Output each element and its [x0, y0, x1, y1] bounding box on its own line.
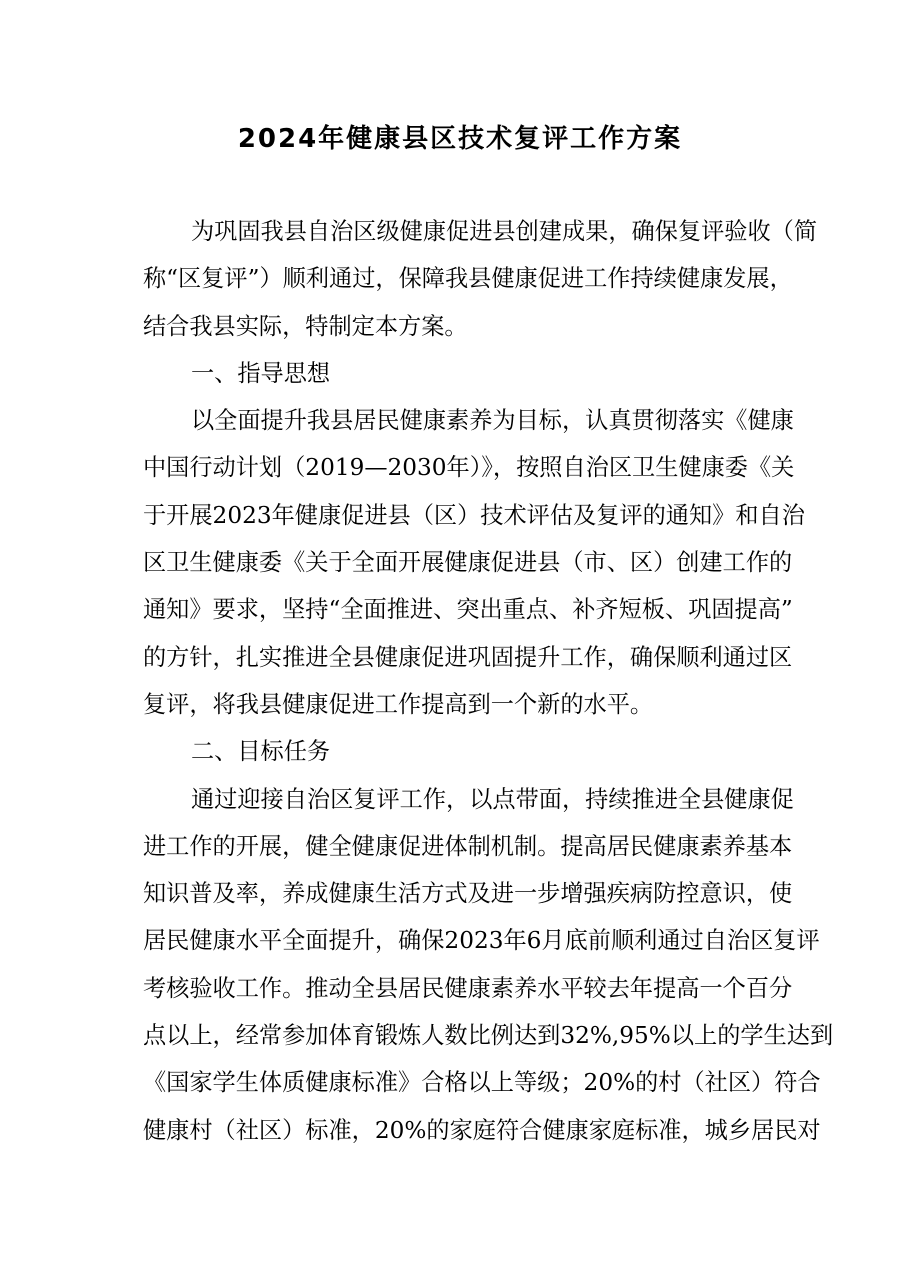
- paragraph-line: 以全面提升我县居民健康素养为目标，认真贯彻落实《健康: [191, 407, 794, 435]
- paragraph-line: 考核验收工作。推动全县居民健康素养水平较去年提高一个百分: [143, 974, 793, 1002]
- paragraph-line: 《国家学生体质健康标准》合格以上等级；20%的村（社区）符合: [143, 1069, 821, 1097]
- paragraph-line: 居民健康水平全面提升，确保2023年6月底前顺利通过自治区复评: [143, 927, 820, 955]
- paragraph-line: 区卫生健康委《关于全面开展健康促进县（市、区）创建工作的: [143, 549, 793, 577]
- paragraph-line: 的方针，扎实推进全县健康促进巩固提升工作，确保顺利通过区: [143, 643, 793, 671]
- paragraph-line: 点以上，经常参加体育锻炼人数比例达到32%,95%以上的学生达到: [143, 1022, 834, 1050]
- paragraph-line: 通知》要求，坚持“全面推进、突出重点、补齐短板、巩固提高”: [143, 596, 793, 624]
- paragraph-line: 称“区复评”）顺利通过，保障我县健康促进工作持续健康发展，: [143, 265, 793, 293]
- paragraph-line: 结合我县实际，特制定本方案。: [143, 312, 468, 340]
- paragraph-line: 健康村（社区）标准，20%的家庭符合健康家庭标准，城乡居民对: [143, 1116, 821, 1144]
- paragraph-line: 知识普及率，养成健康生活方式及进一步增强疾病防控意识，使: [143, 880, 793, 908]
- paragraph-line: 于开展2023年健康促进县（区）技术评估及复评的通知》和自治: [143, 501, 805, 529]
- paragraph-line: 为巩固我县自治区级健康促进县创建成果，确保复评验收（简: [191, 218, 818, 245]
- paragraph-line: 中国行动计划（2019—2030年）》，按照自治区卫生健康委《关: [143, 454, 795, 482]
- document-title: 2024年健康县区技术复评工作方案: [237, 124, 683, 154]
- paragraph-line: 进工作的开展，健全健康促进体制机制。提高居民健康素养基本: [143, 832, 793, 860]
- document-body: [143, 208, 834, 1154]
- paragraph-line: 复评，将我县健康促进工作提高到一个新的水平。: [143, 690, 654, 718]
- section-heading: 二、目标任务: [191, 738, 331, 766]
- paragraph-line: 通过迎接自治区复评工作，以点带面，持续推进全县健康促: [191, 785, 794, 813]
- section-heading: 一、指导思想: [191, 359, 331, 387]
